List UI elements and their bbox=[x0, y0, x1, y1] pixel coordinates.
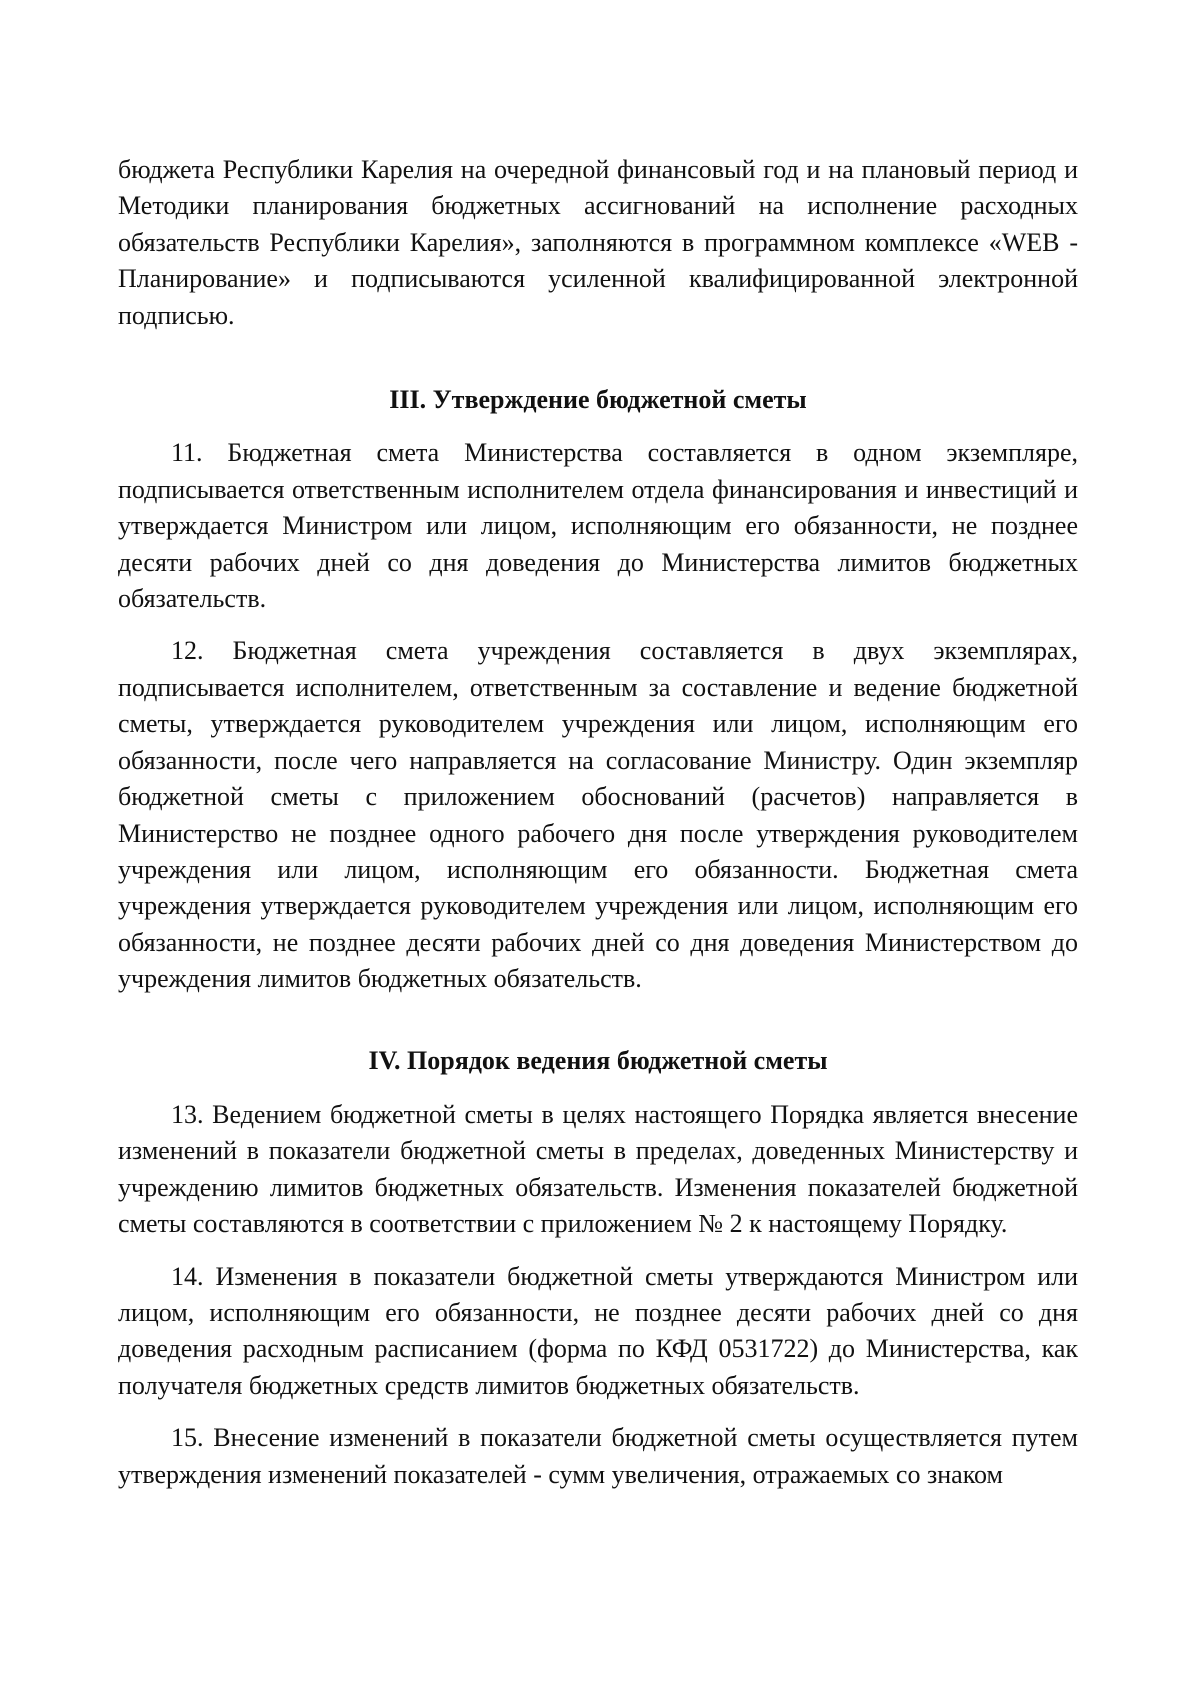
paragraph-13: 13. Ведением бюджетной сметы в целях настоящего Порядка является внесение изменений в показатели бюджетной сметы в пределах, доведенных Министерству и учреждению лимитов бюджетных обязательств. Изменения показателей бюджетной сметы составляются в соответствии с приложением № 2 к настоящему Порядку. bbox=[118, 1099, 1078, 1239]
paragraph-14: 14. Изменения в показатели бюджетной сметы утверждаются Министром или лицом, исполняющим его обязанности, не позднее десяти рабочих дней со дня доведения расходным расписанием (форма по КФД 0531722) до Министерства, как получателя бюджетных средств лимитов бюджетных обязательств. bbox=[118, 1261, 1078, 1400]
paragraph-15: 15. Внесение изменений в показатели бюджетной сметы осуществляется путем утверждения изменений показателей - сумм увеличения, отражаемых со знаком bbox=[118, 1423, 1078, 1489]
paragraph-11: 11. Бюджетная смета Министерства составляется в одном экземпляре, подписывается ответственным исполнителем отдела финансирования и инвестиций и утверждается Министром или лицом, исполняющим его обязанности, не позднее десяти рабочих дней со дня доведения до Министерства лимитов бюджетных обязательств. bbox=[118, 438, 1078, 614]
paragraph-continuation: бюджета Республики Карелия на очередной финансовый год и на плановый период и Методики планирования бюджетных ассигнований на исполнение расходных обязательств Республики Карелия», заполняются в программном комплексе «WEB - Планирование» и подписываются усиленной квалифицированной электронной подписью. bbox=[118, 155, 1078, 330]
paragraph-12: 12. Бюджетная смета учреждения составляется в двух экземплярах, подписывается исполнителем, ответственным за составление и ведение бюджетной сметы, утверждается руководителем учреждения или лицом, исполняющим его обязанности, после чего направляется на согласование Министру. Один экземпляр бюджетной сметы с приложением обоснований (расчетов) направляется в Министерство не позднее одного рабочего дня после утверждения руководителем учреждения или лицом, исполняющим его обязанности. Бюджетная смета учреждения утверждается руководителем учреждения или лицом, исполняющим его обязанности, не позднее десяти рабочих дней со дня доведения Министерством до учреждения лимитов бюджетных обязательств. bbox=[118, 636, 1078, 994]
document-page bbox=[118, 152, 1078, 1493]
section-heading-iii: III. Утверждение бюджетной сметы bbox=[389, 385, 807, 415]
section-heading-iv: IV. Порядок ведения бюджетной сметы bbox=[368, 1045, 828, 1075]
